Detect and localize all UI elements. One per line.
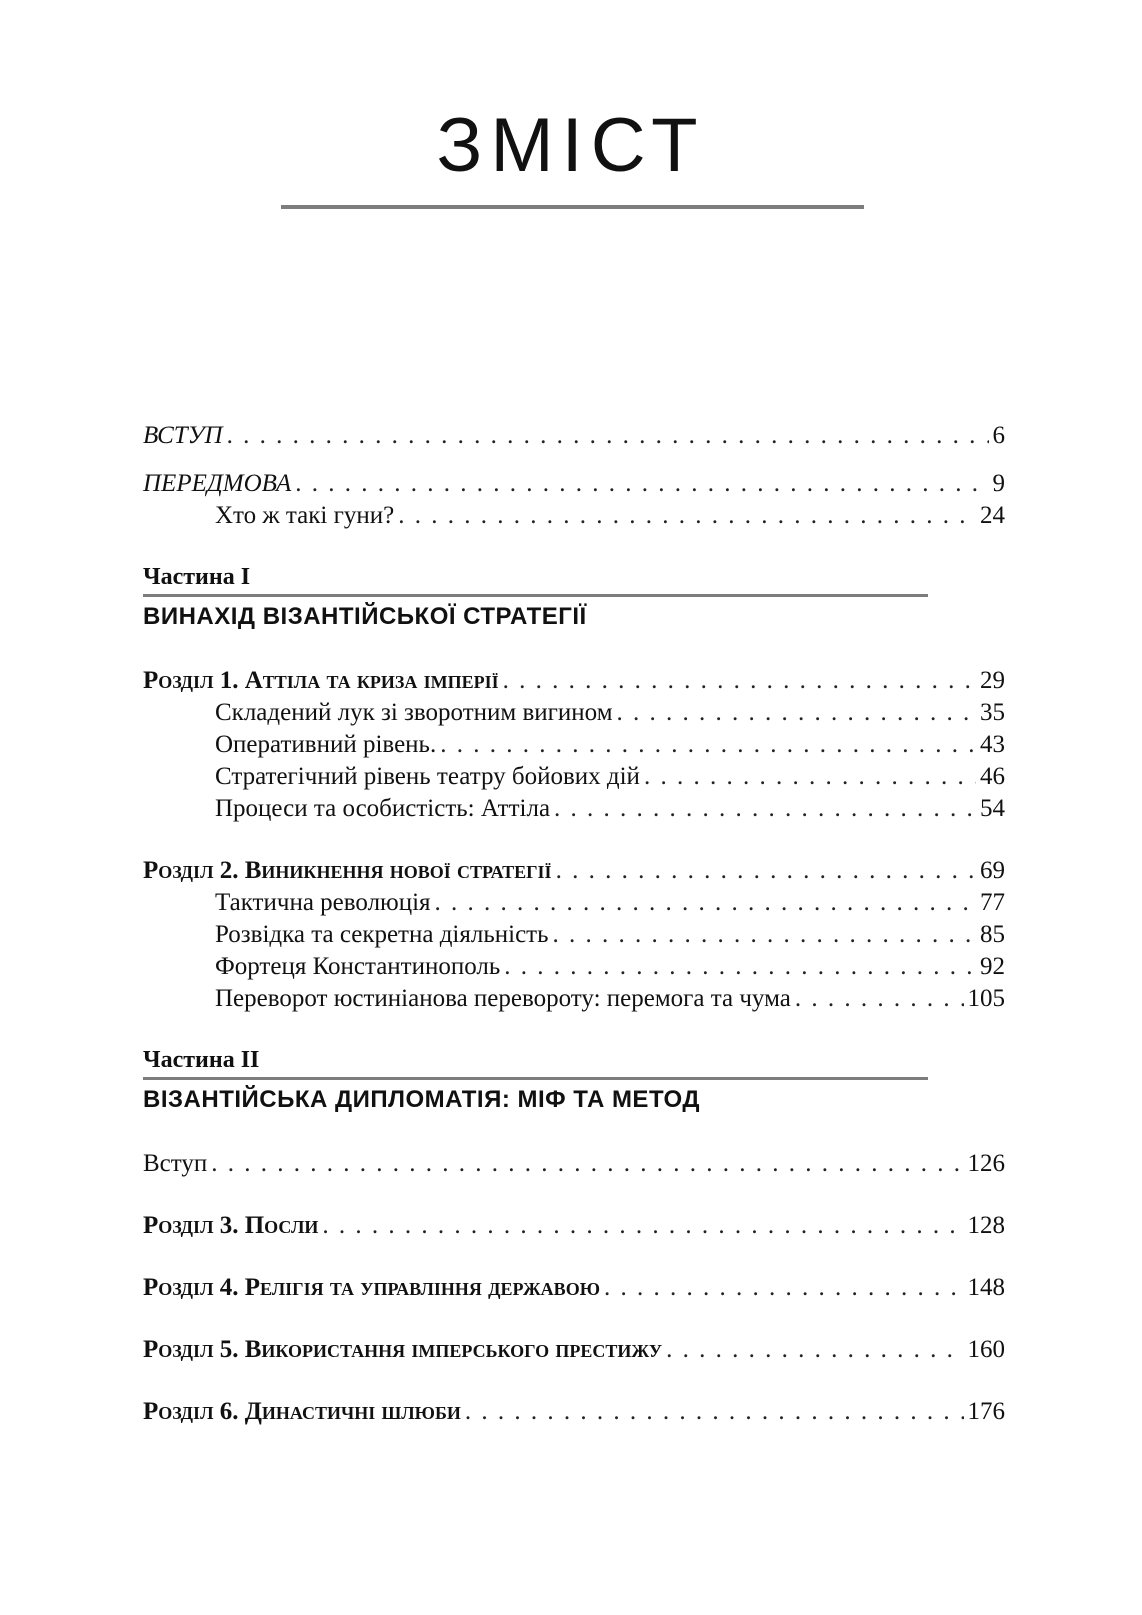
toc-entry[interactable]	[143, 729, 1005, 761]
dot-leader	[295, 468, 988, 500]
part-2-label: Частина II	[143, 1047, 260, 1073]
dot-leader	[227, 420, 989, 452]
toc-entry-part2-intro[interactable]	[143, 1148, 1005, 1180]
toc-entry-huns[interactable]	[143, 500, 1005, 532]
toc-page-number: 29	[980, 667, 1005, 694]
dot-leader	[554, 793, 976, 825]
dot-leader	[553, 919, 977, 951]
toc-page-number: 126	[967, 1150, 1005, 1177]
toc-entry[interactable]	[143, 951, 1005, 983]
toc-chapter-2[interactable]	[143, 855, 1005, 887]
dot-leader	[644, 761, 976, 793]
dot-leader	[556, 855, 976, 887]
toc-entry-label: ПЕРЕДМОВА	[143, 470, 292, 497]
toc-entry-label: Процеси та особистість: Аттіла	[215, 795, 551, 822]
toc-page-number: 148	[967, 1274, 1005, 1301]
toc-page-number: 24	[980, 502, 1005, 529]
toc-page-number: 9	[992, 470, 1005, 497]
part-2-title: ВІЗАНТІЙСЬКА ДИПЛОМАТІЯ: МІФ ТА МЕТОД	[143, 1086, 700, 1113]
dot-leader	[503, 665, 976, 697]
dot-leader	[795, 983, 964, 1015]
title-underline	[281, 205, 864, 209]
toc-page-number: 77	[980, 889, 1005, 916]
toc-entry[interactable]	[143, 983, 1005, 1015]
toc-page-number: 6	[992, 422, 1005, 449]
toc-entry-label: Складений лук зі зворотним вигином	[215, 699, 613, 726]
toc-entry-label: Вступ	[143, 1150, 208, 1177]
dot-leader	[617, 697, 976, 729]
toc-entry-label: Хто ж такі гуни?	[215, 502, 395, 529]
dot-leader	[604, 1272, 964, 1304]
toc-entry[interactable]	[143, 697, 1005, 729]
dot-leader	[322, 1210, 963, 1242]
dot-leader	[666, 1334, 963, 1366]
toc-chapter-5[interactable]	[143, 1334, 1005, 1366]
toc-chapter-3[interactable]	[143, 1210, 1005, 1242]
toc-chapter-label: Розділ 3. Посли	[143, 1212, 319, 1239]
toc-chapter-label: Розділ 2. Виникнення нової стратегії	[143, 857, 552, 884]
toc-chapter-label: Розділ 1. Аттіла та криза імперії	[143, 667, 499, 694]
toc-entry[interactable]	[143, 761, 1005, 793]
toc-entry-label: Тактична революція	[215, 889, 431, 916]
dot-leader	[465, 1396, 964, 1428]
toc-entry-intro[interactable]	[143, 420, 1005, 452]
toc-chapter-label: Розділ 5. Використання імперського престижу	[143, 1336, 663, 1363]
dot-leader	[398, 500, 976, 532]
toc-entry-preface[interactable]	[143, 468, 1005, 500]
toc-page-number: 105	[967, 985, 1005, 1012]
toc-page-number: 43	[980, 731, 1005, 758]
toc-page-number: 128	[967, 1212, 1005, 1239]
toc-entry[interactable]	[143, 887, 1005, 919]
toc-entry[interactable]	[143, 919, 1005, 951]
dot-leader	[504, 951, 976, 983]
toc-chapter-label: Розділ 6. Династичні шлюби	[143, 1398, 461, 1425]
toc-page-number: 176	[967, 1398, 1005, 1425]
dot-leader	[211, 1148, 963, 1180]
toc-page-number: 92	[980, 953, 1005, 980]
toc-entry-label: Стратегічний рівень театру бойових дій	[215, 763, 640, 790]
toc-chapter-label: Розділ 4. Релігія та управління державою	[143, 1274, 600, 1301]
toc-entry[interactable]	[143, 793, 1005, 825]
part-1-label: Частина I	[143, 564, 251, 590]
dot-leader	[435, 887, 976, 919]
toc-chapter-4[interactable]	[143, 1272, 1005, 1304]
toc-entry-label: Фортеця Константинополь	[215, 953, 501, 980]
toc-chapter-1[interactable]	[143, 665, 1005, 697]
toc-page-number: 54	[980, 795, 1005, 822]
toc-page-number: 160	[967, 1336, 1005, 1363]
toc-page-number: 69	[980, 857, 1005, 884]
toc-entry-label: Розвідка та секретна діяльність	[215, 921, 549, 948]
page-title: ЗМІСТ	[436, 103, 706, 188]
toc-chapter-6[interactable]	[143, 1396, 1005, 1428]
toc-entry-label: ВСТУП	[143, 422, 223, 449]
toc-page-number: 85	[980, 921, 1005, 948]
table-of-contents	[143, 420, 1005, 1428]
toc-entry-label: Оперативний рівень.	[215, 731, 437, 758]
part-1-title: ВИНАХІД ВІЗАНТІЙСЬКОЇ СТРАТЕГІЇ	[143, 603, 587, 630]
toc-entry-label: Переворот юстиніанова перевороту: перемога та чума	[215, 985, 791, 1012]
dot-leader	[440, 729, 976, 761]
toc-page-number: 46	[980, 763, 1005, 790]
toc-page-number: 35	[980, 699, 1005, 726]
